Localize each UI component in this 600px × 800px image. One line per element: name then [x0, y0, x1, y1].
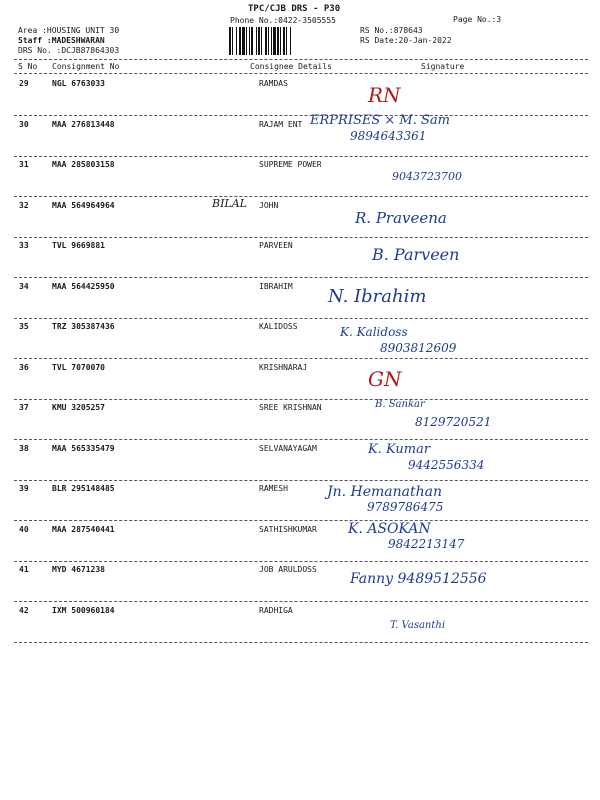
row-sno: 30 — [19, 119, 29, 129]
sheet-title: TPC/CJB DRS - P30 — [248, 4, 341, 14]
row-consignee: KRISHNARAJ — [259, 362, 308, 372]
page-number: Page No.:3 — [453, 15, 502, 24]
row-sno: 33 — [19, 241, 29, 250]
table-row — [0, 482, 600, 522]
row-sno: 29 — [19, 79, 29, 88]
row-consignee: RADHIGA — [259, 605, 293, 615]
row-divider — [14, 561, 588, 562]
row-consignment: MAA 285803158 — [52, 160, 115, 169]
row-consignment: MAA 564964964 — [52, 200, 115, 210]
col-signature: Signature — [421, 62, 465, 71]
row-divider — [14, 601, 588, 602]
row-consignment: MAA 565335479 — [52, 443, 115, 453]
row-consignment: NGL 6763033 — [52, 79, 105, 88]
row-signature: T. Vasanthi — [390, 619, 446, 631]
staff-label: Staff :MADESHWARAN — [18, 36, 105, 45]
table-row — [0, 442, 600, 482]
row-signature: RN — [368, 83, 401, 107]
table-row — [0, 604, 600, 644]
table-row — [0, 112, 600, 158]
row-sno: 39 — [19, 484, 29, 493]
row-signature-note: 9442556334 — [408, 457, 485, 472]
row-consignee: RAMDAS — [259, 79, 288, 88]
row-consignment: MAA 276813448 — [52, 119, 115, 129]
table-row — [0, 320, 600, 360]
row-signature-note: 9894643361 — [350, 128, 427, 143]
row-divider — [14, 642, 588, 643]
row-consignee: SREE KRISHNAN — [259, 403, 322, 412]
row-consignment: MAA 564425950 — [52, 281, 115, 291]
row-signature: Jn. Hemanathan — [327, 484, 443, 500]
row-divider — [14, 480, 588, 481]
row-consignee: KALIDOSS — [259, 322, 298, 331]
row-divider — [14, 358, 588, 359]
row-signature-note: 8129720521 — [415, 415, 492, 429]
row-signature-note: 9842213147 — [388, 536, 465, 551]
row-consignee: SELVANAYAGAM — [259, 443, 317, 453]
col-consignment: Consignment No — [52, 62, 120, 71]
row-divider — [14, 237, 588, 238]
row-divider — [14, 439, 588, 440]
table-row — [0, 158, 600, 198]
row-signature: N. Ibrahim — [328, 285, 427, 307]
table-row — [0, 361, 600, 401]
row-sno: 42 — [19, 605, 29, 615]
barcode — [229, 27, 353, 55]
rs-number: RS No.:878643 — [360, 26, 423, 35]
row-consignee: IBRAHIM — [259, 281, 293, 291]
row-divider — [14, 156, 588, 157]
row-consignee: JOHN — [259, 200, 279, 210]
row-signature-note: BILAL — [212, 196, 247, 210]
divider — [14, 73, 588, 74]
row-divider — [14, 277, 588, 278]
row-consignee: SATHISHKUMAR — [259, 524, 317, 534]
row-sno: 31 — [19, 160, 29, 169]
row-consignment: MYD 4671238 — [52, 565, 105, 574]
row-signature: B. Parveen — [372, 245, 460, 264]
col-sno: S No — [18, 62, 38, 71]
row-consignee: PARVEEN — [259, 241, 293, 250]
row-sno: 38 — [19, 443, 29, 453]
area-label: Area :HOUSING UNIT 30 — [18, 26, 120, 35]
table-row — [0, 520, 600, 563]
row-signature: K. Kumar — [368, 441, 431, 457]
row-divider — [14, 115, 588, 116]
row-sno: 34 — [19, 281, 29, 291]
divider — [14, 59, 588, 60]
row-signature: R. Praveena — [355, 208, 447, 227]
row-consignee: SUPREME POWER — [259, 160, 322, 169]
row-signature: ERPRISES × M. Sam — [310, 112, 450, 128]
row-signature: K. Kalidoss — [340, 325, 408, 339]
row-signature: 9043723700 — [392, 170, 462, 183]
phone-number: Phone No.:0422-3505555 — [230, 16, 336, 25]
table-row — [0, 77, 600, 117]
row-divider — [14, 399, 588, 400]
row-signature-note: 8903812609 — [380, 341, 457, 355]
col-consignee: Consignee Details — [250, 62, 332, 71]
row-sno: 32 — [19, 200, 29, 210]
row-sno: 35 — [19, 322, 29, 331]
row-signature: Fanny 9489512556 — [350, 571, 487, 587]
row-consignee: RAMESH — [259, 484, 288, 493]
row-consignment: KMU 3205257 — [52, 403, 105, 412]
row-divider — [14, 196, 588, 197]
row-consignment: BLR 295148485 — [52, 484, 115, 493]
row-consignment: TVL 7070070 — [52, 362, 105, 372]
table-row — [0, 401, 600, 441]
row-sno: 37 — [19, 403, 29, 412]
row-signature: GN — [368, 366, 402, 391]
row-signature-note: 9789786475 — [367, 500, 444, 514]
row-signature: K. ASOKAN — [348, 520, 431, 537]
row-consignment: MAA 287540441 — [52, 524, 115, 534]
table-row — [0, 280, 600, 320]
row-consignee: RAJAM ENT — [259, 119, 303, 129]
row-sno: 36 — [19, 362, 29, 372]
drs-number: DRS No. :DCJB87864303 — [18, 46, 120, 55]
rs-date: RS Date:20-Jan-2022 — [360, 36, 452, 45]
row-signature: B. Sankar — [375, 399, 425, 410]
row-divider — [14, 520, 588, 521]
table-row — [0, 239, 600, 279]
row-sno: 40 — [19, 524, 29, 534]
row-sno: 41 — [19, 565, 29, 574]
table-row — [0, 196, 600, 239]
table-row — [0, 563, 600, 603]
row-consignment: IXM 500960184 — [52, 605, 115, 615]
row-divider — [14, 318, 588, 319]
row-consignee: JOB ARULDOSS — [259, 565, 317, 574]
row-consignment: TRZ 305387436 — [52, 322, 115, 331]
row-consignment: TVL 9669881 — [52, 241, 105, 250]
